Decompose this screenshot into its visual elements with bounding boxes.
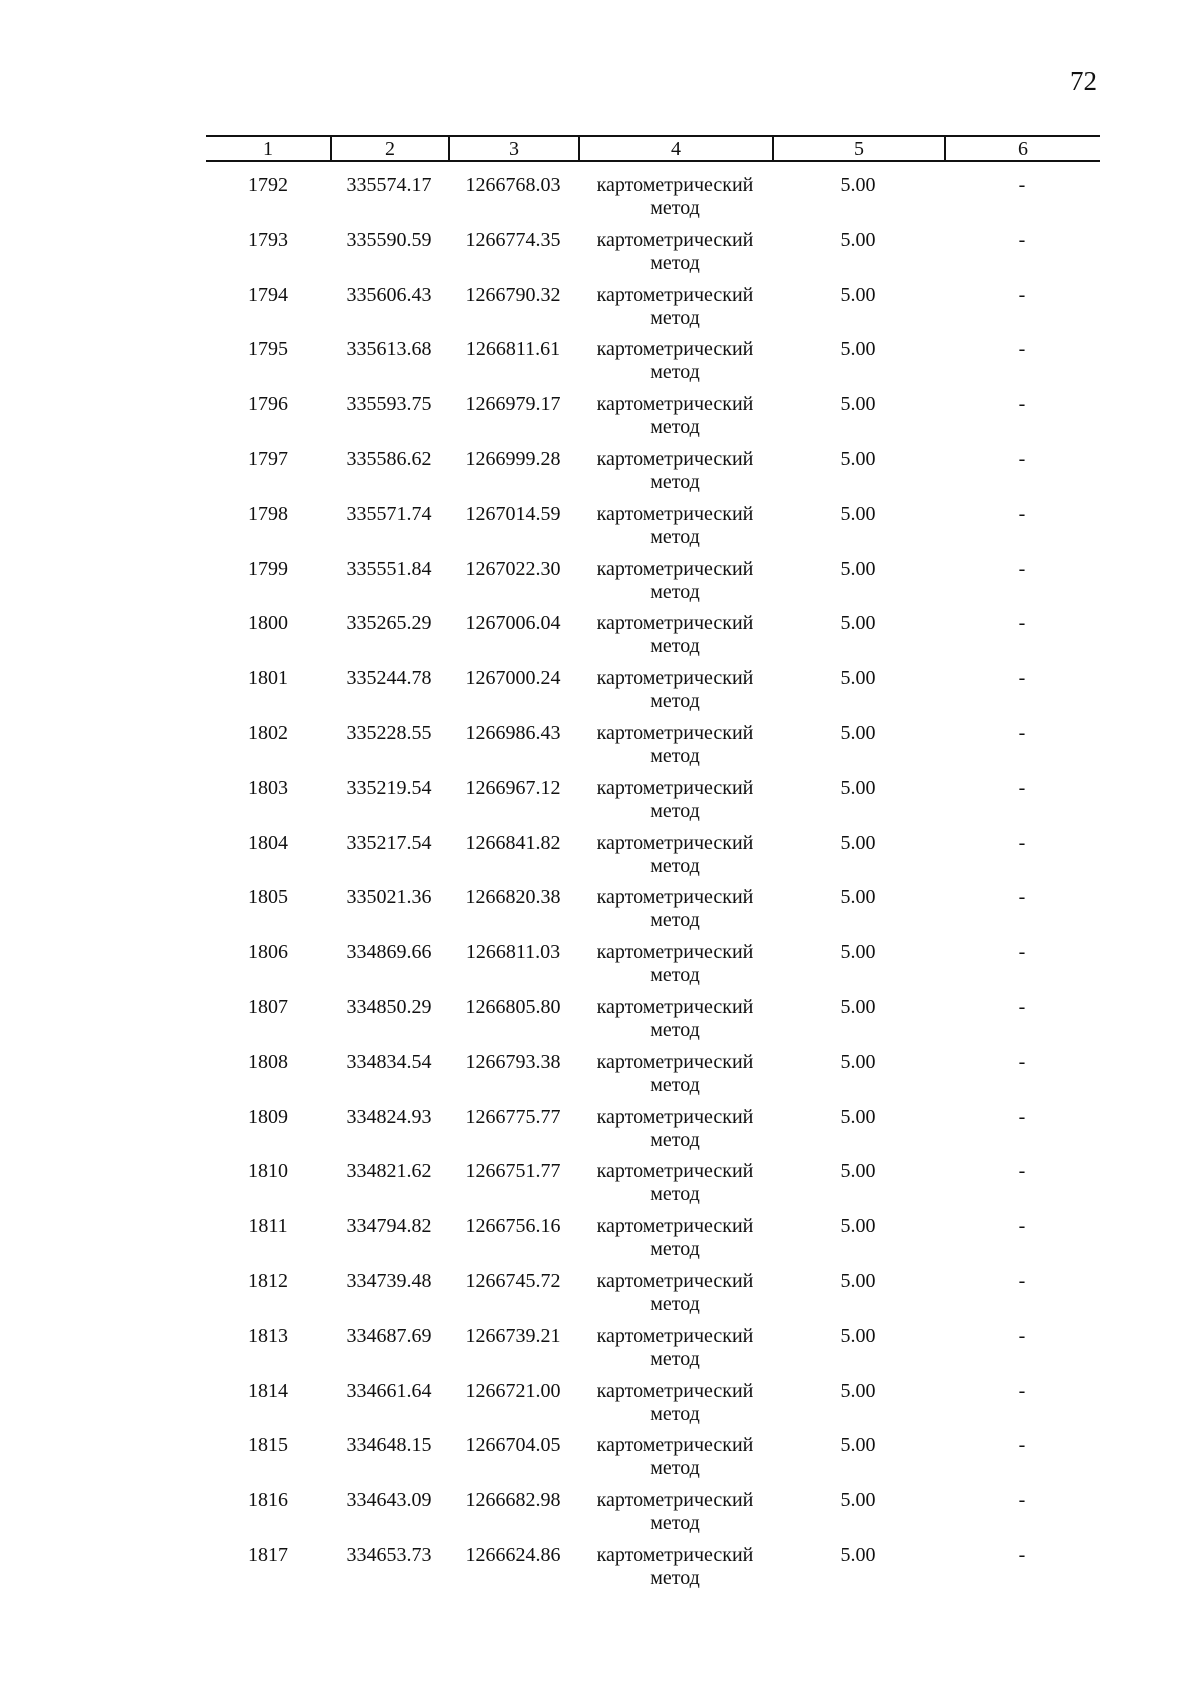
y-coordinate-cell: 1266739.21	[465, 1324, 561, 1347]
point-number-cell: 1809	[248, 1105, 288, 1128]
x-coordinate-cell: 334661.64	[346, 1379, 432, 1402]
note-cell: -	[1018, 1543, 1026, 1566]
table-row	[206, 284, 1100, 339]
point-number-cell: 1814	[248, 1379, 288, 1402]
point-number-cell: 1812	[248, 1269, 288, 1292]
x-coordinate-cell: 335574.17	[346, 174, 432, 196]
table-row	[206, 393, 1100, 448]
note-cell: -	[1018, 283, 1026, 306]
method-line-2: метод	[650, 580, 700, 603]
method-line-2: метод	[650, 635, 700, 658]
method-line-1: картометрический	[596, 447, 754, 470]
note-cell: -	[1018, 1434, 1026, 1457]
method-line-2: метод	[650, 470, 700, 493]
note-cell: -	[1018, 831, 1026, 854]
table-row	[206, 174, 1100, 229]
method-line-1: картометрический	[596, 612, 754, 635]
x-coordinate-cell: 335606.43	[346, 283, 432, 306]
note-cell: -	[1018, 612, 1026, 635]
method-cell	[578, 1215, 772, 1261]
method-cell	[578, 174, 772, 220]
x-coordinate-cell: 335613.68	[346, 338, 432, 361]
point-number-cell: 1793	[248, 228, 288, 251]
table-row	[206, 503, 1100, 558]
x-coordinate-cell: 335244.78	[346, 667, 432, 690]
note-cell: -	[1018, 1489, 1026, 1512]
point-number-cell: 1806	[248, 941, 288, 964]
column-header-5: 5	[854, 138, 864, 160]
method-line-2: метод	[650, 197, 700, 219]
table-body	[206, 174, 1100, 1599]
method-line-2: метод	[650, 361, 700, 384]
table-row	[206, 1215, 1100, 1270]
method-cell	[578, 558, 772, 604]
table-row	[206, 612, 1100, 667]
note-cell: -	[1018, 228, 1026, 251]
page-number: 72	[1070, 66, 1097, 96]
table-row	[206, 832, 1100, 887]
method-line-1: картометрический	[596, 1105, 754, 1128]
table-row	[206, 1434, 1100, 1489]
method-line-1: картометрический	[596, 283, 754, 306]
point-number-cell: 1808	[248, 1050, 288, 1073]
method-line-1: картометрический	[596, 338, 754, 361]
table-row	[206, 996, 1100, 1051]
method-cell	[578, 1489, 772, 1535]
method-line-2: метод	[650, 909, 700, 932]
accuracy-cell: 5.00	[840, 667, 876, 690]
method-line-2: метод	[650, 1292, 700, 1315]
x-coordinate-cell: 334821.62	[346, 1160, 432, 1183]
point-number-cell: 1792	[248, 174, 288, 196]
column-header-3: 3	[509, 138, 519, 160]
method-line-1: картометрический	[596, 1379, 754, 1402]
note-cell: -	[1018, 721, 1026, 744]
y-coordinate-cell: 1266841.82	[465, 831, 561, 854]
y-coordinate-cell: 1266704.05	[465, 1434, 561, 1457]
accuracy-cell: 5.00	[840, 1050, 876, 1073]
accuracy-cell: 5.00	[840, 338, 876, 361]
x-coordinate-cell: 335021.36	[346, 886, 432, 909]
column-header-6: 6	[1018, 138, 1028, 160]
method-cell	[578, 832, 772, 878]
table-row	[206, 722, 1100, 777]
method-line-1: картометрический	[596, 667, 754, 690]
note-cell: -	[1018, 1379, 1026, 1402]
table-row	[206, 1106, 1100, 1161]
method-line-2: метод	[650, 1073, 700, 1096]
point-number-cell: 1815	[248, 1434, 288, 1457]
accuracy-cell: 5.00	[840, 283, 876, 306]
method-cell	[578, 338, 772, 384]
y-coordinate-cell: 1267014.59	[465, 502, 561, 525]
method-cell	[578, 1051, 772, 1097]
method-line-2: метод	[650, 1512, 700, 1535]
method-cell	[578, 503, 772, 549]
point-number-cell: 1794	[248, 283, 288, 306]
method-cell	[578, 722, 772, 768]
y-coordinate-cell: 1266811.03	[465, 941, 561, 964]
x-coordinate-cell: 334653.73	[346, 1543, 432, 1566]
column-header-1: 1	[263, 138, 273, 160]
y-coordinate-cell: 1266820.38	[465, 886, 561, 909]
x-coordinate-cell: 335593.75	[346, 393, 432, 416]
point-number-cell: 1801	[248, 667, 288, 690]
table-row	[206, 338, 1100, 393]
method-line-2: метод	[650, 525, 700, 548]
accuracy-cell: 5.00	[840, 447, 876, 470]
y-coordinate-cell: 1266999.28	[465, 447, 561, 470]
x-coordinate-cell: 334643.09	[346, 1489, 432, 1512]
method-cell	[578, 941, 772, 987]
accuracy-cell: 5.00	[840, 393, 876, 416]
x-coordinate-cell: 335219.54	[346, 776, 432, 799]
note-cell: -	[1018, 1050, 1026, 1073]
table-row	[206, 1380, 1100, 1435]
method-line-2: метод	[650, 251, 700, 274]
table-row	[206, 886, 1100, 941]
method-cell	[578, 996, 772, 1042]
y-coordinate-cell: 1266793.38	[465, 1050, 561, 1073]
y-coordinate-cell: 1266745.72	[465, 1269, 561, 1292]
point-number-cell: 1810	[248, 1160, 288, 1183]
method-line-2: метод	[650, 964, 700, 987]
accuracy-cell: 5.00	[840, 1434, 876, 1457]
method-line-1: картометрический	[596, 941, 754, 964]
method-line-1: картометрический	[596, 776, 754, 799]
point-number-cell: 1816	[248, 1489, 288, 1512]
table-row	[206, 777, 1100, 832]
method-line-2: метод	[650, 1347, 700, 1370]
method-line-1: картометрический	[596, 721, 754, 744]
y-coordinate-cell: 1266979.17	[465, 393, 561, 416]
y-coordinate-cell: 1266774.35	[465, 228, 561, 251]
point-number-cell: 1795	[248, 338, 288, 361]
note-cell: -	[1018, 1215, 1026, 1238]
x-coordinate-cell: 335586.62	[346, 447, 432, 470]
accuracy-cell: 5.00	[840, 995, 876, 1018]
method-line-2: метод	[650, 1402, 700, 1425]
x-coordinate-cell: 335228.55	[346, 721, 432, 744]
method-line-1: картометрический	[596, 831, 754, 854]
table-row	[206, 1051, 1100, 1106]
x-coordinate-cell: 335571.74	[346, 502, 432, 525]
table-row	[206, 1160, 1100, 1215]
method-cell	[578, 612, 772, 658]
accuracy-cell: 5.00	[840, 721, 876, 744]
method-cell	[578, 229, 772, 275]
accuracy-cell: 5.00	[840, 174, 876, 196]
y-coordinate-cell: 1266986.43	[465, 721, 561, 744]
point-number-cell: 1804	[248, 831, 288, 854]
note-cell: -	[1018, 502, 1026, 525]
method-line-1: картометрический	[596, 1050, 754, 1073]
note-cell: -	[1018, 667, 1026, 690]
method-cell	[578, 1325, 772, 1371]
table-row	[206, 448, 1100, 503]
x-coordinate-cell: 334687.69	[346, 1324, 432, 1347]
y-coordinate-cell: 1267006.04	[465, 612, 561, 635]
column-header-4: 4	[671, 138, 681, 160]
note-cell: -	[1018, 886, 1026, 909]
x-coordinate-cell: 335551.84	[346, 557, 432, 580]
accuracy-cell: 5.00	[840, 1543, 876, 1566]
method-cell	[578, 393, 772, 439]
method-line-1: картометрический	[596, 1434, 754, 1457]
note-cell: -	[1018, 447, 1026, 470]
method-line-2: метод	[650, 1566, 700, 1589]
method-line-1: картометрический	[596, 1324, 754, 1347]
x-coordinate-cell: 334824.93	[346, 1105, 432, 1128]
y-coordinate-cell: 1266775.77	[465, 1105, 561, 1128]
method-line-2: метод	[650, 1128, 700, 1151]
accuracy-cell: 5.00	[840, 1215, 876, 1238]
point-number-cell: 1800	[248, 612, 288, 635]
method-line-1: картометрический	[596, 393, 754, 416]
table-row	[206, 558, 1100, 613]
point-number-cell: 1805	[248, 886, 288, 909]
accuracy-cell: 5.00	[840, 886, 876, 909]
accuracy-cell: 5.00	[840, 557, 876, 580]
method-cell	[578, 1270, 772, 1316]
accuracy-cell: 5.00	[840, 1489, 876, 1512]
method-line-2: метод	[650, 854, 700, 877]
table-row	[206, 1270, 1100, 1325]
y-coordinate-cell: 1267000.24	[465, 667, 561, 690]
method-line-1: картометрический	[596, 174, 754, 196]
accuracy-cell: 5.00	[840, 502, 876, 525]
note-cell: -	[1018, 174, 1026, 196]
x-coordinate-cell: 334869.66	[346, 941, 432, 964]
note-cell: -	[1018, 1105, 1026, 1128]
column-header-2: 2	[385, 138, 395, 160]
method-cell	[578, 1106, 772, 1152]
point-number-cell: 1811	[248, 1215, 288, 1238]
table-row	[206, 1544, 1100, 1599]
point-number-cell: 1797	[248, 447, 288, 470]
y-coordinate-cell: 1266751.77	[465, 1160, 561, 1183]
note-cell: -	[1018, 557, 1026, 580]
method-cell	[578, 1380, 772, 1426]
point-number-cell: 1817	[248, 1543, 288, 1566]
accuracy-cell: 5.00	[840, 1269, 876, 1292]
accuracy-cell: 5.00	[840, 1105, 876, 1128]
note-cell: -	[1018, 393, 1026, 416]
accuracy-cell: 5.00	[840, 831, 876, 854]
method-line-2: метод	[650, 306, 700, 329]
method-cell	[578, 448, 772, 494]
method-line-2: метод	[650, 1018, 700, 1041]
accuracy-cell: 5.00	[840, 612, 876, 635]
x-coordinate-cell: 334739.48	[346, 1269, 432, 1292]
x-coordinate-cell: 334794.82	[346, 1215, 432, 1238]
method-line-2: метод	[650, 1183, 700, 1206]
method-cell	[578, 1544, 772, 1590]
method-line-1: картометрический	[596, 995, 754, 1018]
method-line-2: метод	[650, 799, 700, 822]
method-line-1: картометрический	[596, 557, 754, 580]
method-line-1: картометрический	[596, 886, 754, 909]
y-coordinate-cell: 1266811.61	[465, 338, 561, 361]
point-number-cell: 1802	[248, 721, 288, 744]
y-coordinate-cell: 1266805.80	[465, 995, 561, 1018]
table-row	[206, 941, 1100, 996]
accuracy-cell: 5.00	[840, 941, 876, 964]
note-cell: -	[1018, 1160, 1026, 1183]
method-cell	[578, 284, 772, 330]
note-cell: -	[1018, 338, 1026, 361]
accuracy-cell: 5.00	[840, 1324, 876, 1347]
accuracy-cell: 5.00	[840, 1160, 876, 1183]
method-cell	[578, 1160, 772, 1206]
method-cell	[578, 777, 772, 823]
x-coordinate-cell: 335217.54	[346, 831, 432, 854]
point-number-cell: 1799	[248, 557, 288, 580]
method-line-1: картометрический	[596, 1489, 754, 1512]
method-cell	[578, 667, 772, 713]
method-line-2: метод	[650, 744, 700, 767]
accuracy-cell: 5.00	[840, 228, 876, 251]
method-line-1: картометрический	[596, 1160, 754, 1183]
method-cell	[578, 1434, 772, 1480]
point-number-cell: 1813	[248, 1324, 288, 1347]
y-coordinate-cell: 1266682.98	[465, 1489, 561, 1512]
y-coordinate-cell: 1266624.86	[465, 1543, 561, 1566]
x-coordinate-cell: 335590.59	[346, 228, 432, 251]
point-number-cell: 1798	[248, 502, 288, 525]
x-coordinate-cell: 334648.15	[346, 1434, 432, 1457]
method-line-1: картометрический	[596, 502, 754, 525]
y-coordinate-cell: 1266721.00	[465, 1379, 561, 1402]
note-cell: -	[1018, 776, 1026, 799]
y-coordinate-cell: 1266790.32	[465, 283, 561, 306]
table-row	[206, 229, 1100, 284]
point-number-cell: 1803	[248, 776, 288, 799]
x-coordinate-cell: 335265.29	[346, 612, 432, 635]
method-line-1: картометрический	[596, 1269, 754, 1292]
note-cell: -	[1018, 995, 1026, 1018]
y-coordinate-cell: 1266768.03	[465, 174, 561, 196]
y-coordinate-cell: 1266756.16	[465, 1215, 561, 1238]
table-row	[206, 1489, 1100, 1544]
method-line-1: картометрический	[596, 1543, 754, 1566]
accuracy-cell: 5.00	[840, 776, 876, 799]
x-coordinate-cell: 334834.54	[346, 1050, 432, 1073]
point-number-cell: 1796	[248, 393, 288, 416]
table-row	[206, 1325, 1100, 1380]
method-line-2: метод	[650, 690, 700, 713]
table-row	[206, 667, 1100, 722]
method-cell	[578, 886, 772, 932]
method-line-1: картометрический	[596, 228, 754, 251]
method-line-1: картометрический	[596, 1215, 754, 1238]
note-cell: -	[1018, 1324, 1026, 1347]
accuracy-cell: 5.00	[840, 1379, 876, 1402]
method-line-2: метод	[650, 1238, 700, 1261]
method-line-2: метод	[650, 416, 700, 439]
point-number-cell: 1807	[248, 995, 288, 1018]
coordinates-table	[206, 135, 1100, 1599]
table-header-row	[206, 135, 1100, 162]
y-coordinate-cell: 1267022.30	[465, 557, 561, 580]
y-coordinate-cell: 1266967.12	[465, 776, 561, 799]
method-line-2: метод	[650, 1457, 700, 1480]
x-coordinate-cell: 334850.29	[346, 995, 432, 1018]
note-cell: -	[1018, 941, 1026, 964]
note-cell: -	[1018, 1269, 1026, 1292]
